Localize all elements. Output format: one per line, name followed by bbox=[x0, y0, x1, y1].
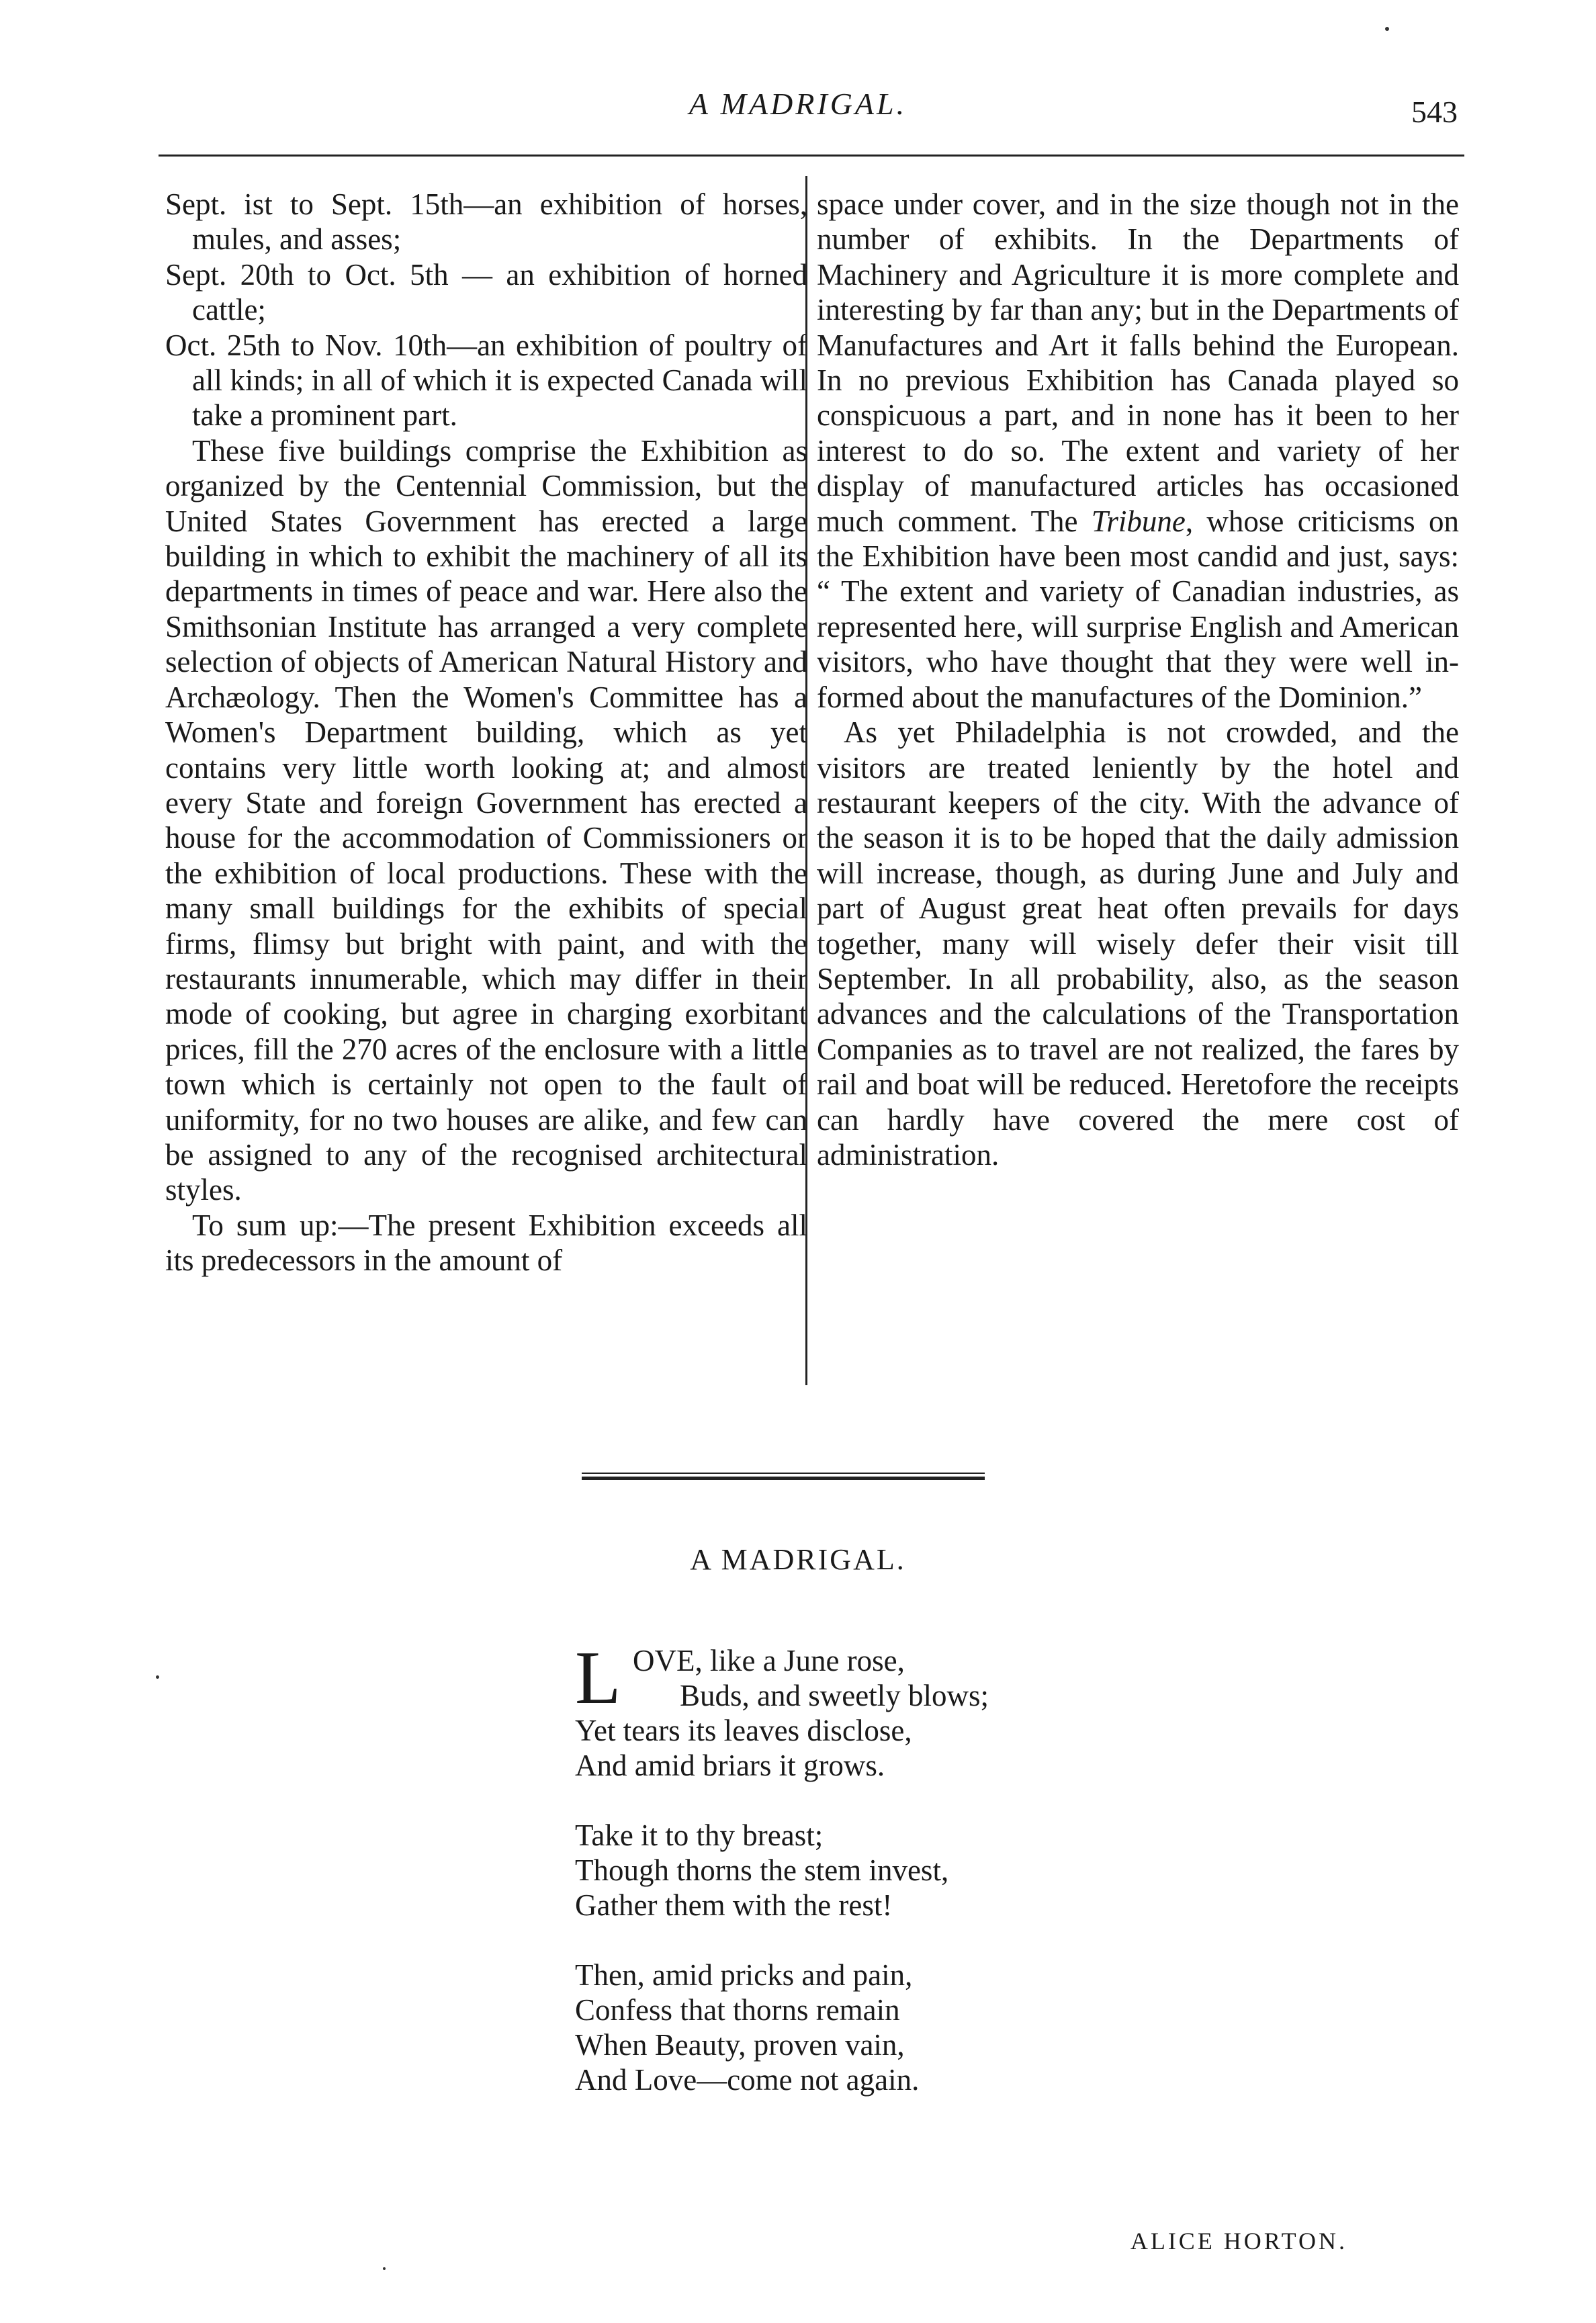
buildings-paragraph: These five buildings comprise the Exhibition as organized by the Centennial Commission, but the United States Government has erected a large building in which to exhibit the machinery of all its departments in times of peace and war. Here also the Smithsonian Institute has arranged a very complete selection of objects of American Natural History and Archæology. Then the Women's Committee has a Women's Department building, which as yet contains very little worth looking at; and almost every State and foreign Government has erected a house for the accommodation of Commissioners or the exhibition of local productions. These with the many small buildings for the exhibits of special firms, flimsy but bright with paint, and with the restaurants innumerable, which may differ in their mode of cooking, but agree in charging exorbitant prices, fill the 270 acres of the enclosure with a little town which is certainly not open to the fault of uniformity, for no two houses are alike, and few can be assigned to any of the recognised architectural styles. bbox=[165, 433, 807, 1207]
poem-body bbox=[575, 1636, 1247, 2132]
philadelphia-paragraph: As yet Philadelphia is not crowded, and the visitors are treated leniently by the hotel and restaurant keepers of the city. With the advance of the season it is to be hoped that the daily admission will increase, though, as during June and July and part of August great heat often prevails for days together, many will wisely defer their visit till September. In all probability, also, as the season advances and the calculations of the Transportation Companies as to travel are not realized, the fares by rail and boat will be reduced. Heretofore the receipts can hardly have covered the mere cost of administration. bbox=[817, 715, 1459, 1172]
schedule-horses: Sept. ist to Sept. 15th—an exhibition of horses, mules, and asses; bbox=[165, 187, 807, 257]
poem-line: Gather them with the rest! bbox=[575, 1888, 893, 1922]
section-divider-thick-line bbox=[582, 1477, 985, 1480]
poem-line: Buds, and sweetly blows; bbox=[680, 1679, 989, 1712]
poem-line: And Love—come not again. bbox=[575, 2063, 920, 2097]
poem-title: A MADRIGAL. bbox=[690, 1543, 906, 1576]
summary-text-before: space under cover, and in the size though not in the number of exhibits. In the Departments of Machinery and Agriculture it is more complete and interesting by far than any; but in the Departments of Manufactures and Art it falls behind the European. In no previous Exhibition has Canada played so conspicuous a part, and in none has it been to her interest to do so. The extent and variety of her display of manufactured articles has occasioned much comment. The bbox=[817, 187, 1459, 538]
poem-line: And amid briars it grows. bbox=[575, 1749, 885, 1782]
poem-stanza-2 bbox=[575, 1818, 1247, 1923]
page-number: 543 bbox=[1411, 95, 1458, 129]
author-signature: ALICE HORTON. bbox=[1130, 2228, 1347, 2254]
summary-text-after: , whose criticisms on the Exhibition have been most candid and just, says: “ The extent and variety of Canadian industries, as represented here, will surprise English and American visitors, who have thought that they were well informed about the manufactures of the Dominion.” bbox=[817, 504, 1460, 714]
poem-stanza-1 bbox=[575, 1636, 1247, 1783]
poem-line: Take it to thy breast; bbox=[575, 1818, 824, 1852]
tribune-title: Tribune bbox=[1091, 504, 1186, 538]
column-divider bbox=[805, 176, 807, 1385]
poem-line: Though thorns the stem invest, bbox=[575, 1853, 949, 1887]
print-speck bbox=[156, 1675, 159, 1679]
drop-cap: L bbox=[575, 1636, 621, 1720]
poem-stanza-3 bbox=[575, 1958, 1247, 2097]
print-speck bbox=[1385, 27, 1389, 31]
poem-line: OVE, like a June rose, bbox=[633, 1644, 905, 1677]
section-divider bbox=[582, 1473, 985, 1481]
poem-line: Then, amid pricks and pain, bbox=[575, 1958, 913, 1992]
section-divider-thin-line bbox=[582, 1473, 985, 1474]
summary-paragraph-continued bbox=[817, 187, 1459, 715]
poem-line: Confess that thorns remain bbox=[575, 1993, 900, 2027]
running-title: A MADRIGAL. bbox=[689, 87, 907, 121]
header-rule bbox=[159, 155, 1464, 157]
right-column bbox=[817, 187, 1459, 1172]
schedule-poultry: Oct. 25th to Nov. 10th—an exhibition of poultry of all kinds; in all of which it is expected Canada will take a prominent part. bbox=[165, 328, 807, 433]
poem-line: When Beauty, proven vain, bbox=[575, 2028, 905, 2062]
summary-paragraph-start: To sum up:—The present Exhibition exceeds all its predecessors in the amount of bbox=[165, 1208, 807, 1278]
print-speck bbox=[383, 2267, 386, 2270]
schedule-cattle: Sept. 20th to Oct. 5th — an exhibition of horned cattle; bbox=[165, 257, 807, 327]
poem-line: Yet tears its leaves disclose, bbox=[575, 1714, 912, 1747]
left-column bbox=[165, 187, 807, 1278]
